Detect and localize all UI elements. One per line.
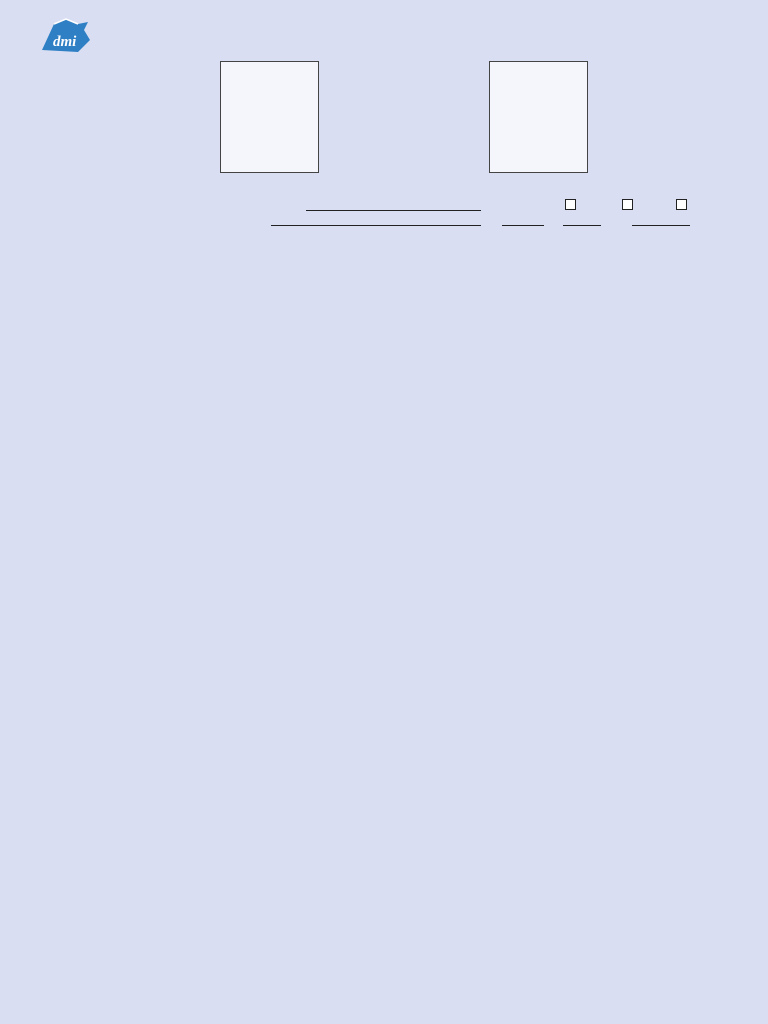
hl-checkbox[interactable] [565,199,576,210]
loan-requested-line[interactable] [306,210,481,211]
applicant-photo-text [230,62,310,96]
loan-amount-line[interactable] [271,225,481,226]
svg-text:dmi: dmi [53,34,77,50]
lap-checkbox[interactable] [622,199,633,210]
co-applicant-photo-box[interactable] [489,61,588,173]
pf-line[interactable] [563,225,601,226]
roi-line[interactable] [502,225,544,226]
applicant-photo-box[interactable] [220,61,319,173]
company-logo-icon [38,16,94,56]
co-applicant-photo-text [499,62,579,96]
tenure-line[interactable] [632,225,690,226]
pc-checkbox[interactable] [676,199,687,210]
